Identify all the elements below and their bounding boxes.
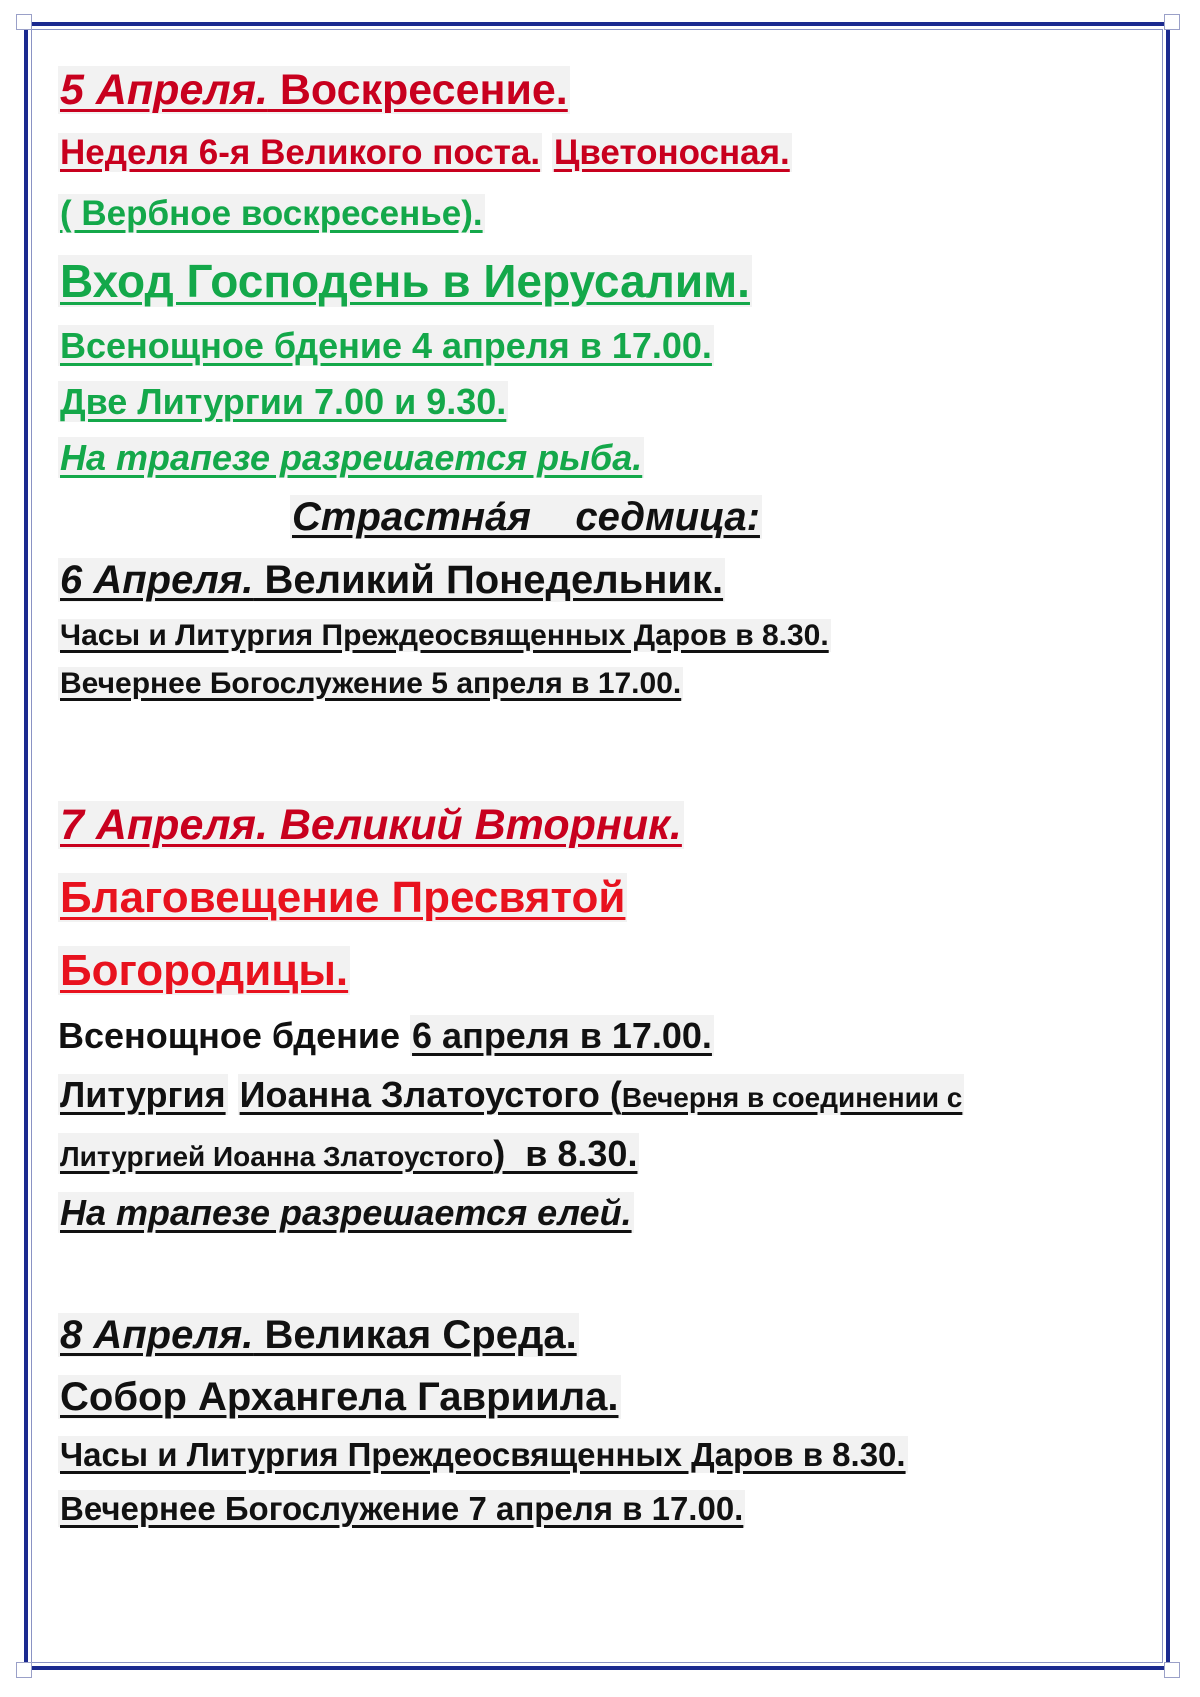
apr5-vigil-line [58, 318, 1138, 374]
schedule-document [58, 58, 1138, 1536]
apr6-service2: Вечернее Богослужение 5 апреля в 17.00. [60, 667, 682, 700]
apr7-liturgy-note2: Литургией Иоанна Златоустого [60, 1141, 494, 1172]
apr5-heading [58, 58, 1138, 122]
apr6-day: Великий Понедельник. [253, 558, 724, 602]
section-apr7 [58, 790, 1138, 1242]
apr5-week-line [58, 122, 1138, 184]
apr8-feast-line [58, 1366, 1138, 1428]
corner-mark [1164, 1662, 1180, 1678]
corner-mark [16, 1662, 32, 1678]
apr6-date: 6 Апреля. [60, 558, 254, 602]
apr5-tsvetonosnaya: Цветоносная. [553, 133, 790, 172]
apr6-service2-line [58, 660, 1138, 708]
apr5-trapeza-line [58, 430, 1138, 486]
apr6-heading [58, 548, 1138, 612]
section-apr5 [58, 58, 1138, 486]
apr7-feast-1: Благовещение Пресвятой [60, 873, 626, 922]
apr8-date: 8 Апреля. [60, 1313, 254, 1357]
apr7-heading: 7 Апреля. Великий Вторник. [60, 801, 682, 849]
apr5-day: Воскресение. [267, 66, 568, 114]
apr5-verbnoe: ( Вербное воскресенье). [60, 194, 483, 233]
apr5-verbnoe-line [58, 184, 1138, 244]
apr5-feast-line [58, 244, 1138, 318]
apr5-trapeza: На трапезе разрешается рыба. [60, 437, 643, 478]
apr5-week: Неделя 6-я Великого поста. [60, 133, 541, 172]
apr7-feast-line2 [58, 936, 1138, 1006]
apr7-trapeza-line [58, 1184, 1138, 1242]
apr7-liturgy-note1: Вечерня в соединении с [621, 1082, 963, 1113]
apr7-vigil-label: Всенощное бдение [58, 1015, 411, 1056]
apr5-date: 5 Апреля. [60, 66, 268, 114]
apr7-feast-line1 [58, 860, 1138, 936]
apr7-liturgy-name: Иоанна Златоустого ( [239, 1074, 622, 1115]
apr8-service1-line [58, 1428, 1138, 1482]
apr8-feast: Собор Архангела Гавриила. [60, 1375, 619, 1419]
apr7-trapeza: На трапезе разрешается елей. [60, 1192, 632, 1233]
corner-mark [16, 14, 32, 30]
apr5-liturgies-line [58, 374, 1138, 430]
apr7-feast-2: Богородицы. [60, 946, 349, 995]
apr5-feast: Вход Господень в Иерусалим. [60, 255, 750, 307]
apr5-vigil: Всенощное бдение 4 апреля в 17.00. [60, 325, 712, 366]
section-apr8 [58, 1304, 1138, 1536]
apr6-service1-line [58, 612, 1138, 660]
apr7-vigil-time: 6 апреля в 17.00. [412, 1015, 712, 1056]
corner-mark [1164, 14, 1180, 30]
apr8-service2-line [58, 1482, 1138, 1536]
apr8-day: Великая Среда. [253, 1313, 577, 1357]
holy-week-title-line [58, 486, 1138, 548]
holy-week-title: Страстна́я седмица: [292, 495, 760, 539]
apr7-heading-line [58, 790, 1138, 860]
apr5-liturgies: Две Литургии 7.00 и 9.30. [60, 381, 507, 422]
apr7-liturgy-line1 [58, 1066, 1138, 1127]
section-apr6 [58, 548, 1138, 708]
apr7-liturgy-word: Литургия [60, 1074, 226, 1115]
apr8-service1: Часы и Литургия Преждеосвященных Даров в 8.30. [60, 1436, 906, 1473]
apr8-service2: Вечернее Богослужение 7 апреля в 17.00. [60, 1490, 744, 1527]
apr7-liturgy-time: ) в 8.30. [493, 1133, 638, 1174]
apr7-vigil-line [58, 1006, 1138, 1066]
apr6-service1: Часы и Литургия Преждеосвященных Даров в 8.30. [60, 619, 829, 652]
apr8-heading [58, 1304, 1138, 1366]
apr7-liturgy-line2 [58, 1127, 1138, 1184]
